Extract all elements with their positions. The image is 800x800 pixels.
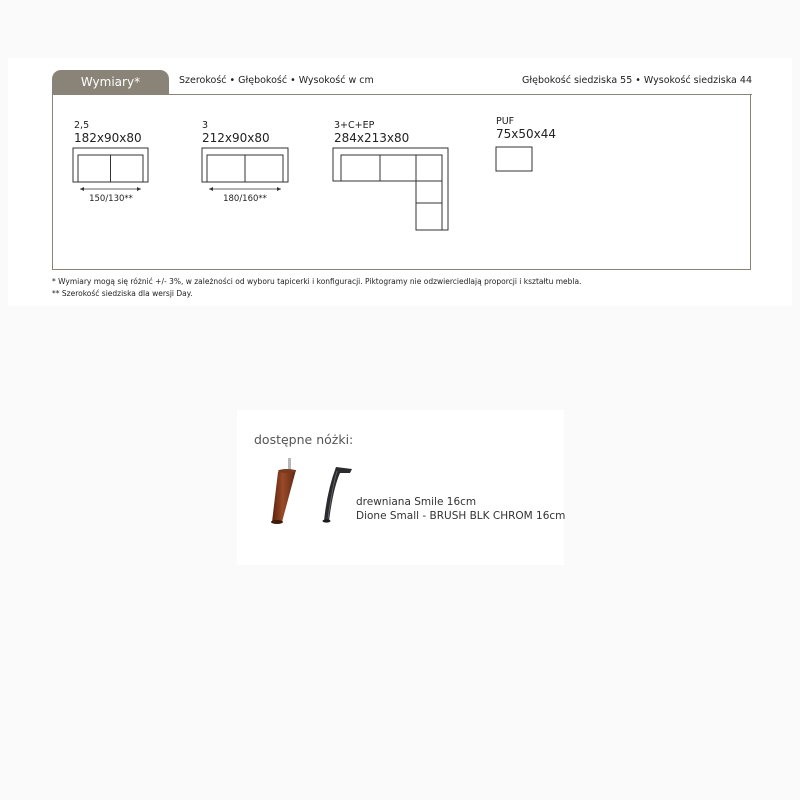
sofa-3-pictogram [201, 147, 291, 197]
units-label: Szerokość • Głębokość • Wysokość w cm [179, 75, 374, 86]
item-dims-2-5: 182x90x80 [74, 131, 142, 145]
leg-label-metal: Dione Small - BRUSH BLK CHROM 16cm [356, 510, 566, 522]
seat-width-3: 180/160** [223, 194, 267, 204]
footnote-seat-width: ** Szerokość siedziska dla wersji Day. [52, 289, 193, 298]
item-name-3-c-ep: 3+C+EP [334, 120, 375, 131]
footnote-dimensions: * Wymiary mogą się różnić +/- 3%, w zależności od wyboru tapicerki i konfiguracji. Piktogramy nie odzwierciedlają proporcji i kształtu mebla. [52, 277, 582, 286]
leg-label-wooden: drewniana Smile 16cm [356, 496, 477, 508]
item-name-2-5: 2,5 [74, 120, 90, 131]
seat-info: Głębokość siedziska 55 • Wysokość siedziska 44 [522, 75, 752, 86]
legs-title: dostępne nóżki: [254, 432, 354, 447]
corner-sofa-pictogram [332, 147, 452, 233]
puf-pictogram [495, 146, 535, 173]
seat-width-2-5: 150/130** [89, 194, 133, 204]
item-dims-puf: 75x50x44 [496, 127, 557, 141]
item-name-3: 3 [202, 120, 209, 131]
wooden-leg-icon [262, 456, 302, 530]
metal-leg-icon [316, 463, 356, 527]
dimensions-tab: Wymiary* [52, 70, 169, 95]
sofa-2-5-pictogram [72, 147, 150, 197]
item-dims-3-c-ep: 284x213x80 [334, 131, 410, 145]
item-name-puf: PUF [496, 116, 515, 127]
item-dims-3: 212x90x80 [202, 131, 270, 145]
